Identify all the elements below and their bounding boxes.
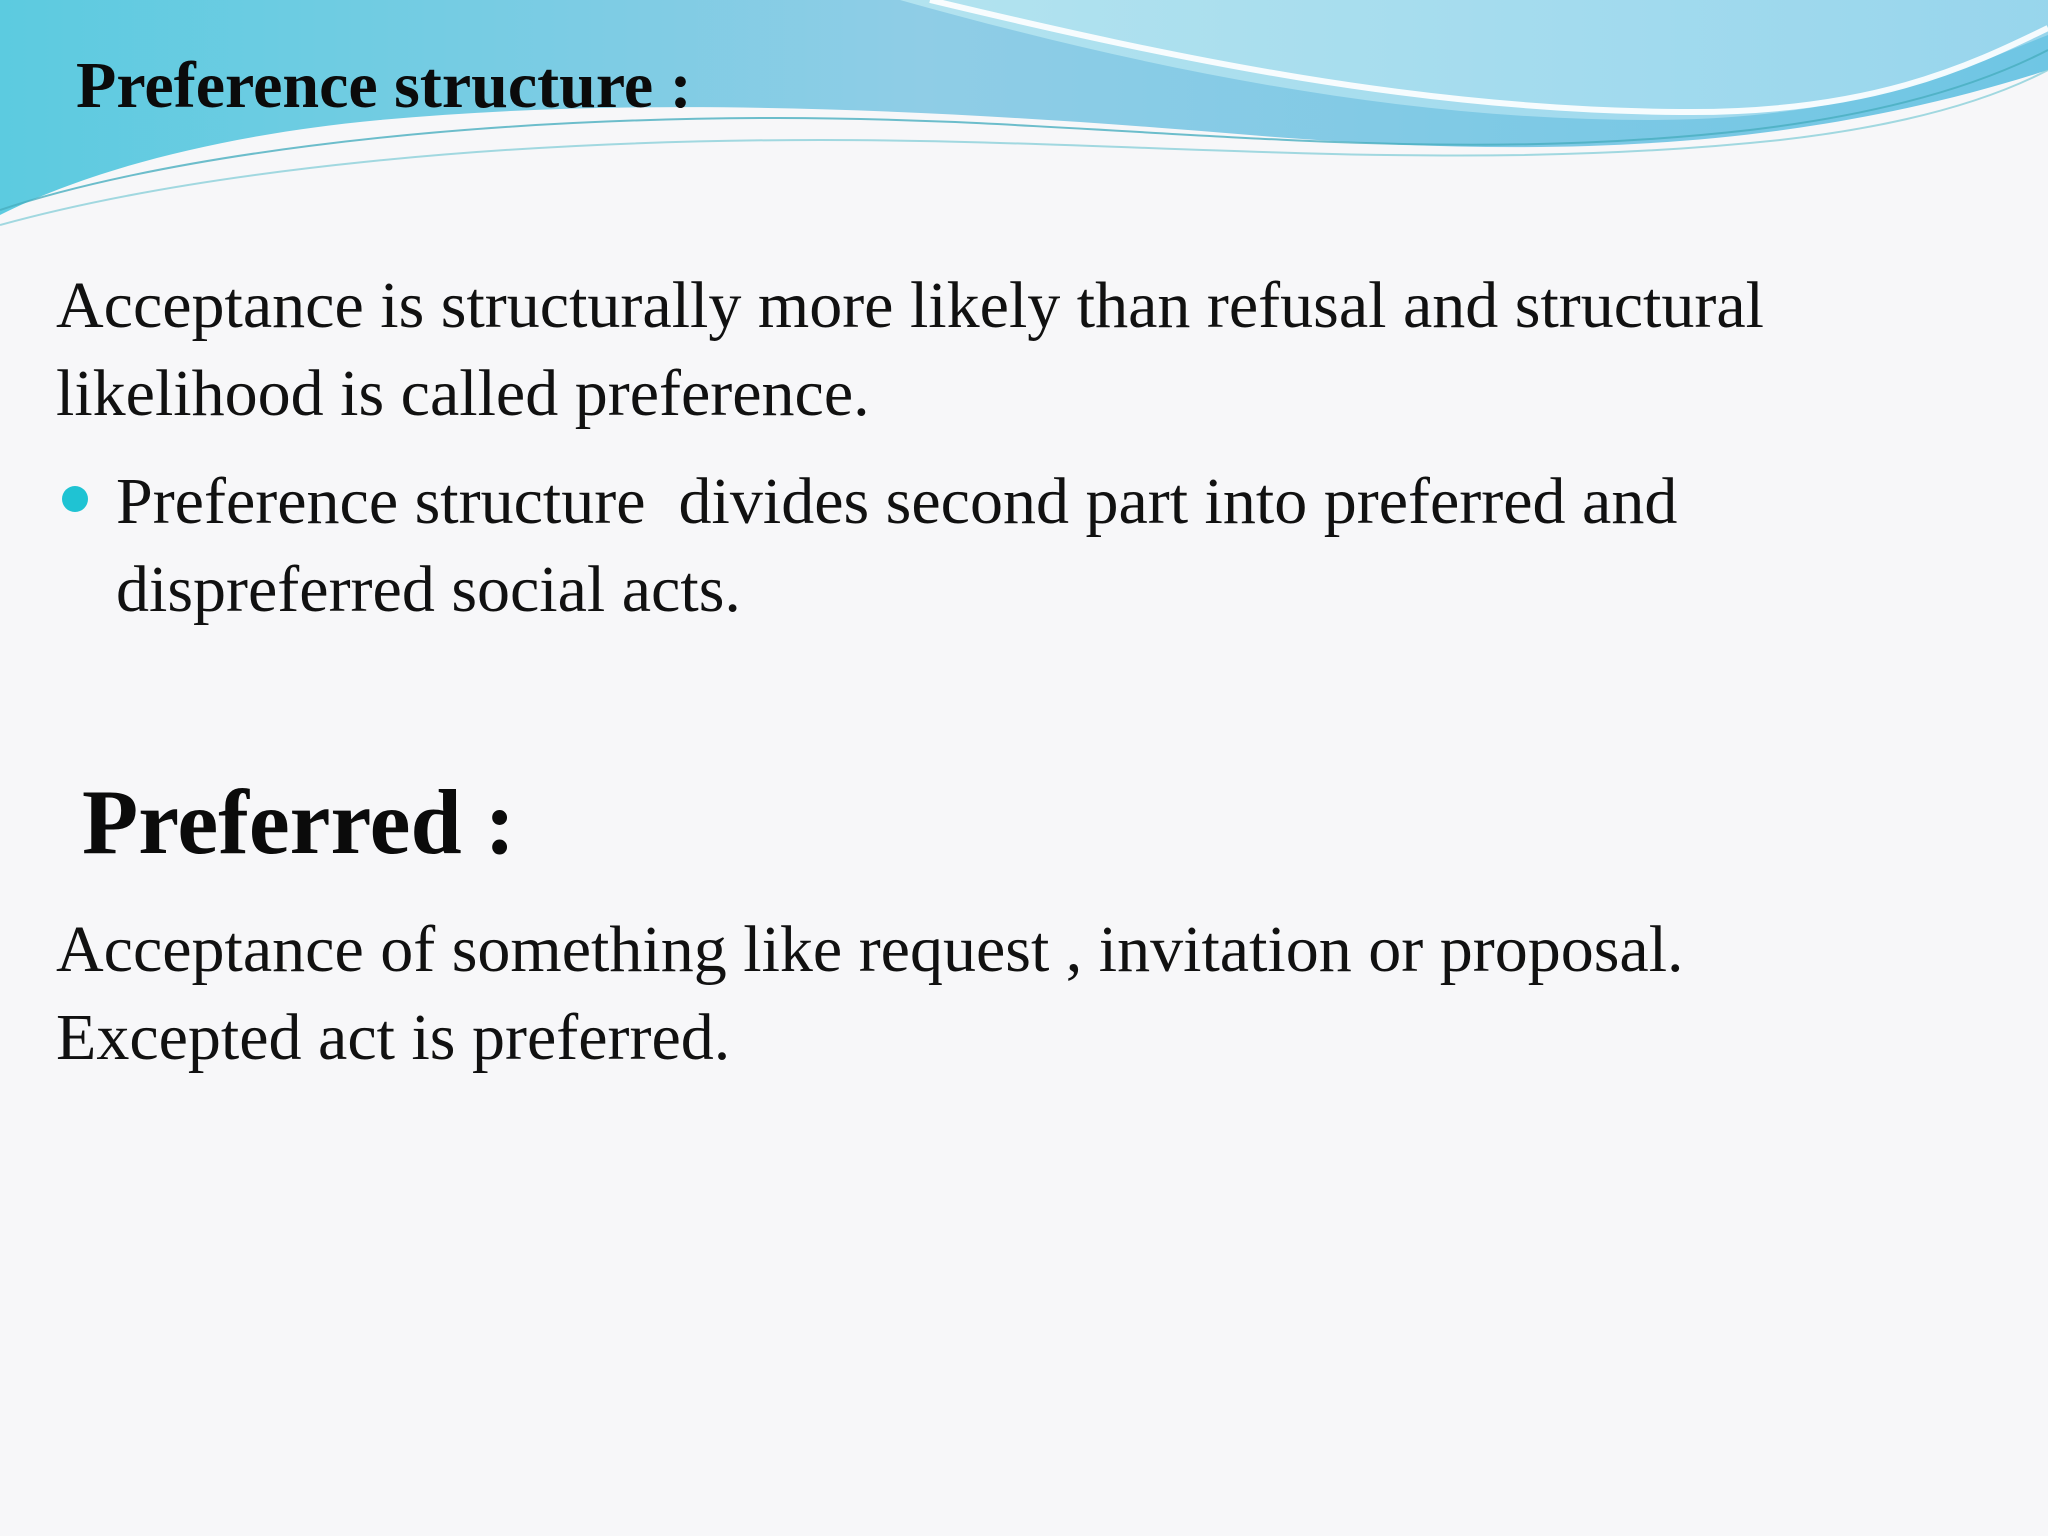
bullet-text: Preference structure divides second part into preferred and dispreferred social acts. xyxy=(116,465,1694,626)
bullet-dot-icon xyxy=(62,486,88,512)
preferred-line-1: Acceptance of something like request , invitation or proposal. xyxy=(56,913,1684,986)
intro-paragraph: Acceptance is structurally more likely than refusal and structural likelihood is called preference. xyxy=(56,269,1765,430)
preferred-heading: Preferred : xyxy=(82,771,516,873)
slide-title: Preference structure : xyxy=(76,49,692,122)
preferred-paragraph xyxy=(56,906,2016,1082)
preferred-line-2: Excepted act is preferred. xyxy=(56,1001,731,1074)
